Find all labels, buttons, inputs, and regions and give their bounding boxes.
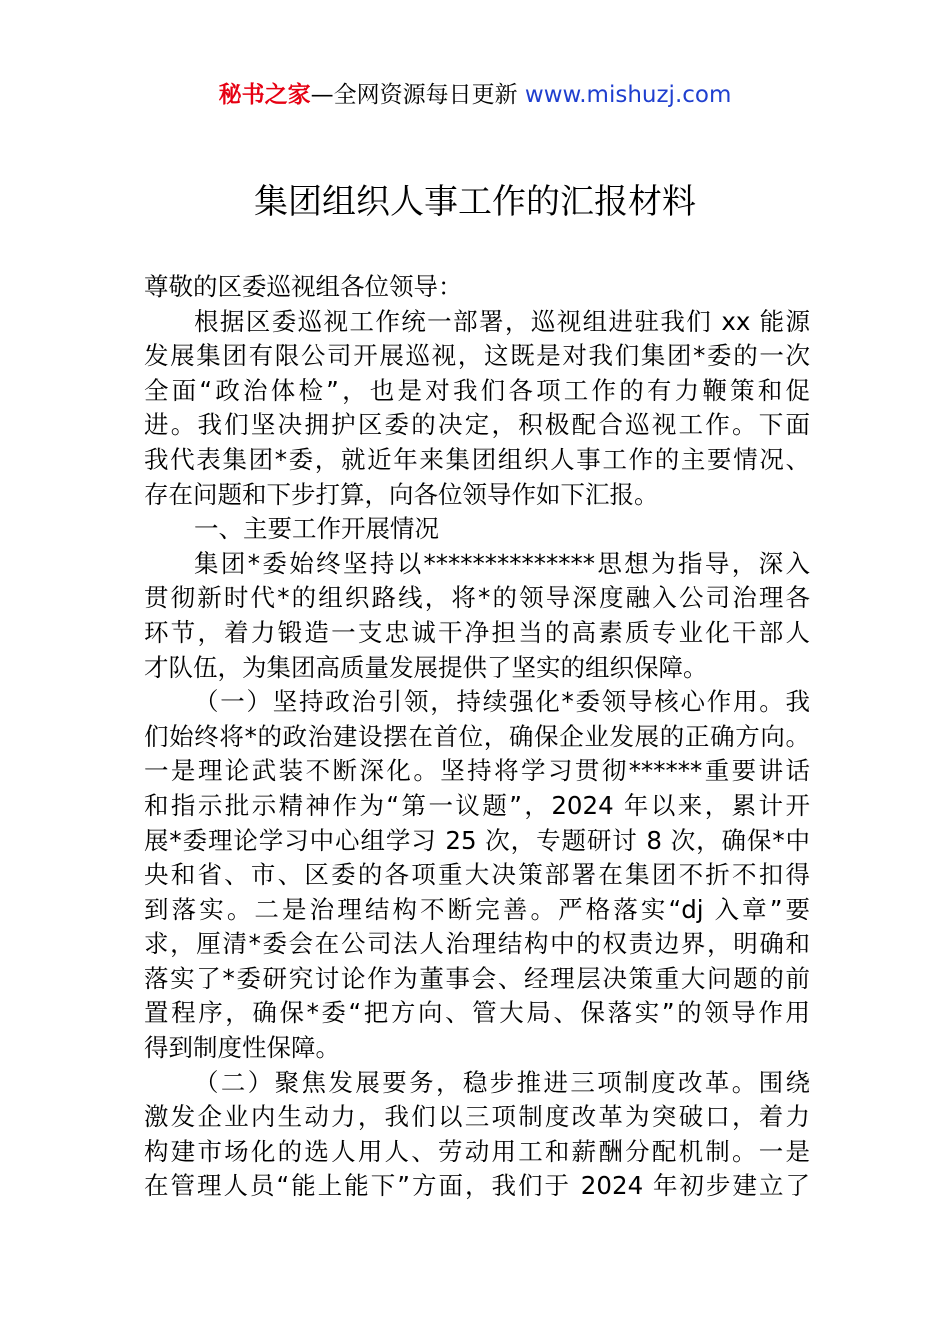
- document-line: 到落实。二是治理结构不断完善。严格落实“dj 入章”要: [144, 894, 810, 924]
- document-line: 和指示批示精神作为“第一议题”，2024 年以来，累计开: [144, 790, 810, 820]
- document-line: 落实了*委研究讨论作为董事会、经理层决策重大问题的前: [144, 963, 810, 993]
- site-brand: 秘书之家: [218, 82, 311, 108]
- site-url-link[interactable]: www.mishuzj.com: [524, 82, 732, 108]
- document-line: 全面“政治体检”，也是对我们各项工作的有力鞭策和促: [144, 375, 810, 405]
- document-line: （二）聚焦发展要务，稳步推进三项制度改革。围绕: [194, 1067, 810, 1097]
- document-line: 央和省、市、区委的各项重大决策部署在集团不折不扣得: [144, 860, 810, 890]
- document-line: 一是理论武装不断深化。坚持将学习贯彻******重要讲话: [144, 756, 810, 786]
- document-line: 激发企业内生动力，我们以三项制度改革为突破口，着力: [144, 1102, 810, 1132]
- document-line: 发展集团有限公司开展巡视，这既是对我们集团*委的一次: [144, 341, 810, 371]
- document-title: 集团组织人事工作的汇报材料: [254, 182, 696, 222]
- document-line: 尊敬的区委巡视组各位领导：: [144, 272, 463, 301]
- document-line: 贯彻新时代*的组织路线，将*的领导深度融入公司治理各: [144, 583, 810, 613]
- document-line: 置程序，确保*委“把方向、管大局、保落实”的领导作用: [144, 998, 810, 1028]
- document-line: 构建市场化的选人用人、劳动用工和薪酬分配机制。一是: [144, 1136, 810, 1166]
- document-line: 得到制度性保障。: [144, 1033, 340, 1063]
- document-line: 们始终将*的政治建设摆在首位，确保企业发展的正确方向。: [144, 721, 810, 751]
- document-line: 集团*委始终坚持以**************思想为指导，深入: [194, 548, 810, 578]
- document-line: 一、主要工作开展情况: [194, 514, 439, 544]
- document-line: 根据区委巡视工作统一部署，巡视组进驻我们 xx 能源: [194, 306, 810, 336]
- site-tagline: —全网资源每日更新: [310, 82, 525, 108]
- document-line: 进。我们坚决拥护区委的决定，积极配合巡视工作。下面: [144, 410, 810, 440]
- document-line: 才队伍，为集团高质量发展提供了坚实的组织保障。: [144, 652, 708, 682]
- document-line: 展*委理论学习中心组学习 25 次，专题研讨 8 次，确保*中: [144, 825, 810, 855]
- document-line: 求，厘清*委会在公司法人治理结构中的权责边界，明确和: [144, 929, 810, 959]
- document-line: 存在问题和下步打算，向各位领导作如下汇报。: [144, 479, 659, 509]
- document-line: 环节，着力锻造一支忠诚干净担当的高素质专业化干部人: [144, 617, 810, 647]
- site-header: [0, 78, 950, 112]
- document-line: 在管理人员“能上能下”方面，我们于 2024 年初步建立了: [144, 1171, 810, 1201]
- document-body: [144, 270, 810, 1204]
- document-line: （一）坚持政治引领，持续强化*委领导核心作用。我: [194, 687, 810, 717]
- document-line: 我代表集团*委，就近年来集团组织人事工作的主要情况、: [144, 444, 810, 474]
